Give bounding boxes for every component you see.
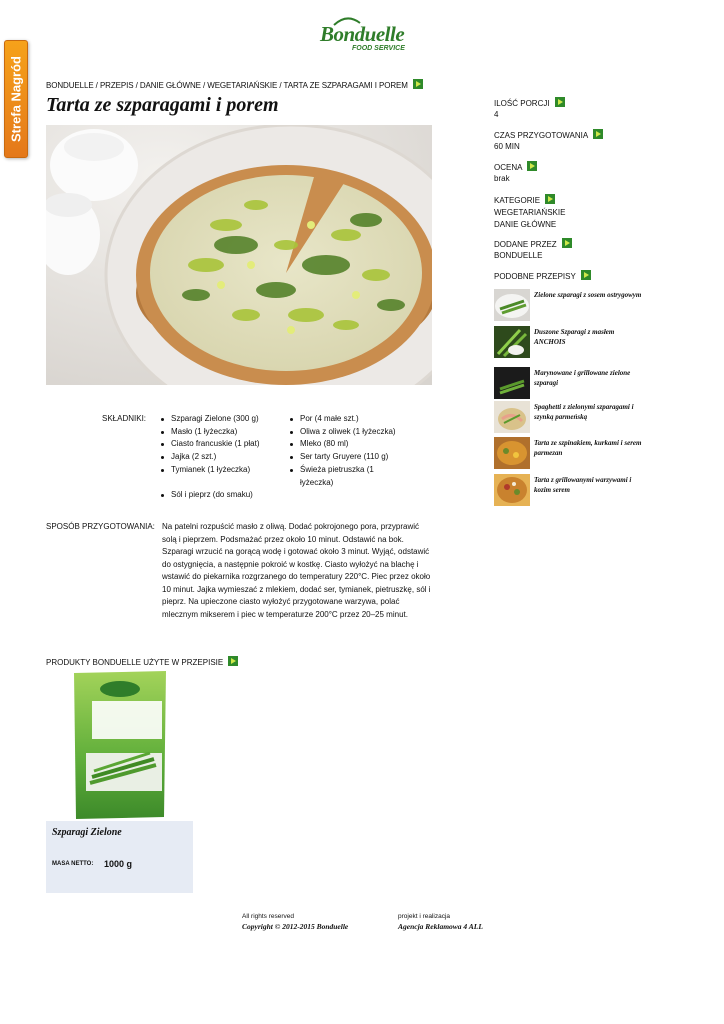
arrow-right-icon [593, 129, 603, 139]
rating-toggle[interactable] [494, 161, 537, 173]
bonduelle-logo[interactable] [318, 16, 408, 56]
similar-recipe-item[interactable] [494, 367, 644, 399]
arrow-right-icon [555, 97, 565, 107]
arrow-right-icon [545, 194, 555, 204]
time-block [494, 129, 603, 152]
ingredient-item: Oliwa z oliwek (1 łyżeczka) [289, 426, 409, 439]
categories-label: KATEGORIE [494, 196, 541, 205]
similar-recipe-thumb [494, 474, 530, 506]
rating-label: OCENA [494, 163, 523, 172]
time-value: 60 MIN [494, 142, 520, 151]
similar-recipes-header[interactable] [494, 270, 591, 282]
products-header[interactable] [46, 656, 238, 667]
arrow-right-icon [562, 238, 572, 248]
similar-recipes-label: PODOBNE PRZEPISY [494, 272, 576, 281]
portions-value: 4 [494, 110, 499, 119]
footer-copyright-text: Copyright © 2012-2015 Bonduelle [242, 922, 349, 931]
similar-recipe-title: Duszone Szparagi z masłem ANCHOIS [534, 328, 615, 346]
ingredient-item: Masło (1 łyżeczka) [160, 426, 285, 439]
similar-recipe-item[interactable] [494, 289, 644, 321]
similar-recipe-thumb [494, 367, 530, 399]
added-by-block [494, 238, 572, 261]
time-label: CZAS PRZYGOTOWANIA [494, 131, 589, 140]
ingredient-item: Sól i pieprz (do smaku) [160, 489, 285, 502]
portions-toggle[interactable] [494, 97, 565, 109]
ingredient-item: Świeża pietruszka (1 łyżeczka) [289, 464, 409, 489]
categories-toggle[interactable] [494, 194, 565, 206]
breadcrumb-item-current: TARTA ZE SZPARAGAMI I POREM [283, 81, 408, 90]
footer-rights: All rights reserved [242, 913, 295, 920]
ingredient-item: Tymianek (1 łyżeczka) [160, 464, 285, 477]
products-label: PRODUKTY BONDUELLE UŻYTE W PRZEPISIE [46, 658, 224, 667]
similar-recipe-thumb [494, 437, 530, 469]
similar-recipe-item[interactable] [494, 474, 644, 506]
categories-block [494, 194, 565, 230]
category-main-dish[interactable]: DANIE GŁÓWNE [494, 220, 557, 229]
similar-recipe-item[interactable] [494, 401, 644, 433]
arrow-right-icon [581, 270, 591, 280]
breadcrumb-item-recipe[interactable]: PRZEPIS [99, 81, 134, 90]
category-vegetarian[interactable]: WEGETARIAŃSKIE [494, 208, 566, 217]
footer-agency[interactable] [398, 912, 483, 932]
breadcrumb: BONDUELLE / PRZEPIS / DANIE GŁÓWNE / WEGETARIAŃSKIE / TARTA ZE SZPARAGAMI I POREM [46, 79, 423, 90]
portions-label: ILOŚĆ PORCJI [494, 99, 550, 108]
rewards-zone-tab[interactable] [4, 40, 28, 158]
similar-recipe-title: Marynowane i grillowane zielone szparagi [534, 369, 631, 387]
similar-recipe-title: Tarta ze szpinakiem, kurkami i serem parmezan [534, 439, 642, 457]
ingredient-item: Ser tarty Gruyere (110 g) [289, 451, 409, 464]
arrow-right-icon [413, 79, 423, 89]
breadcrumb-item-main-dish[interactable]: DANIE GŁÓWNE [139, 81, 201, 90]
method-label: SPOSÓB PRZYGOTOWANIA: [46, 522, 155, 531]
product-image [46, 667, 193, 821]
breadcrumb-item-vegetarian[interactable]: WEGETARIAŃSKIE [207, 81, 278, 90]
method-text: Na patelni rozpuścić masło z oliwą. Dodać pokrojonego pora, przyprawić solą i pieprzem. Podsmażać przez około 10 minut. Odstawić na bok. Szparagi wrzucić na gorącą wodę i gotować około 3 minut. Wyjąć, odstawić do ostygnięcia, a następnie pokroić w kostkę. Ciasto wyłożyć na blachę i wstawić do piekarnika rozgrzanego do temperatury 220°C. Piec przez około 10 minut. Jajka wymieszać z mlekiem, dodać ser, tymianek, pietruszkę, sól i pieprz. Na upieczone ciasto wyłożyć przygotowane warzywa, polać mlecznym mikserem i piec w temperaturze 200°C przez 20–25 minut. [162, 522, 431, 619]
time-toggle[interactable] [494, 129, 603, 141]
ingredients-label: SKŁADNIKI: [102, 414, 147, 423]
similar-recipe-item[interactable] [494, 326, 644, 358]
footer-agency-name: Agencja Reklamowa 4 ALL [398, 922, 483, 931]
similar-recipe-thumb [494, 289, 530, 321]
product-net-value: 1000 g [104, 859, 133, 869]
added-by-label: DODANE PRZEZ [494, 240, 557, 249]
similar-recipe-item[interactable] [494, 437, 644, 469]
logo-text: Bonduelle [320, 22, 405, 46]
added-by-toggle[interactable] [494, 238, 572, 250]
arrow-right-icon [527, 161, 537, 171]
similar-recipe-thumb [494, 326, 530, 358]
ingredient-item: Mleko (80 ml) [289, 438, 409, 451]
ingredient-item: Szparagi Zielone (300 g) [160, 413, 285, 426]
footer-project: projekt i realizacja [398, 913, 451, 920]
ingredients-list-extra [160, 489, 285, 502]
ingredient-item: Jajka (2 szt.) [160, 451, 285, 464]
similar-recipe-title: Tarta z grillowanymi warzywami i kozim serem [534, 476, 632, 494]
recipe-photo [46, 125, 432, 385]
portions-block [494, 97, 565, 120]
product-name: Szparagi Zielone [52, 827, 122, 838]
ingredients-list-right [289, 413, 409, 489]
rewards-zone-label: Strefa Nagród [8, 56, 24, 142]
breadcrumb-item-bonduelle[interactable]: BONDUELLE [46, 81, 94, 90]
ingredients-list-left [160, 413, 285, 477]
ingredient-item: Ciasto francuskie (1 płat) [160, 438, 285, 451]
arrow-right-icon [228, 656, 238, 666]
similar-recipe-title: Zielone szparagi z sosem ostrygowym [534, 291, 642, 299]
ingredient-item: Por (4 małe szt.) [289, 413, 409, 426]
similar-recipe-thumb [494, 401, 530, 433]
rating-value: brak [494, 174, 510, 183]
footer-copyright [242, 912, 348, 932]
product-net-label: MASA NETTO: [52, 861, 94, 867]
added-by-value: BONDUELLE [494, 251, 543, 260]
similar-recipe-title: Spaghetti z zielonymi szparagami i szynką parmeńską [534, 403, 634, 421]
recipe-title: Tarta ze szparagami i porem [46, 94, 279, 116]
product-card[interactable] [46, 667, 193, 893]
logo-subtitle: FOOD SERVICE [352, 45, 405, 52]
rating-block [494, 161, 537, 184]
